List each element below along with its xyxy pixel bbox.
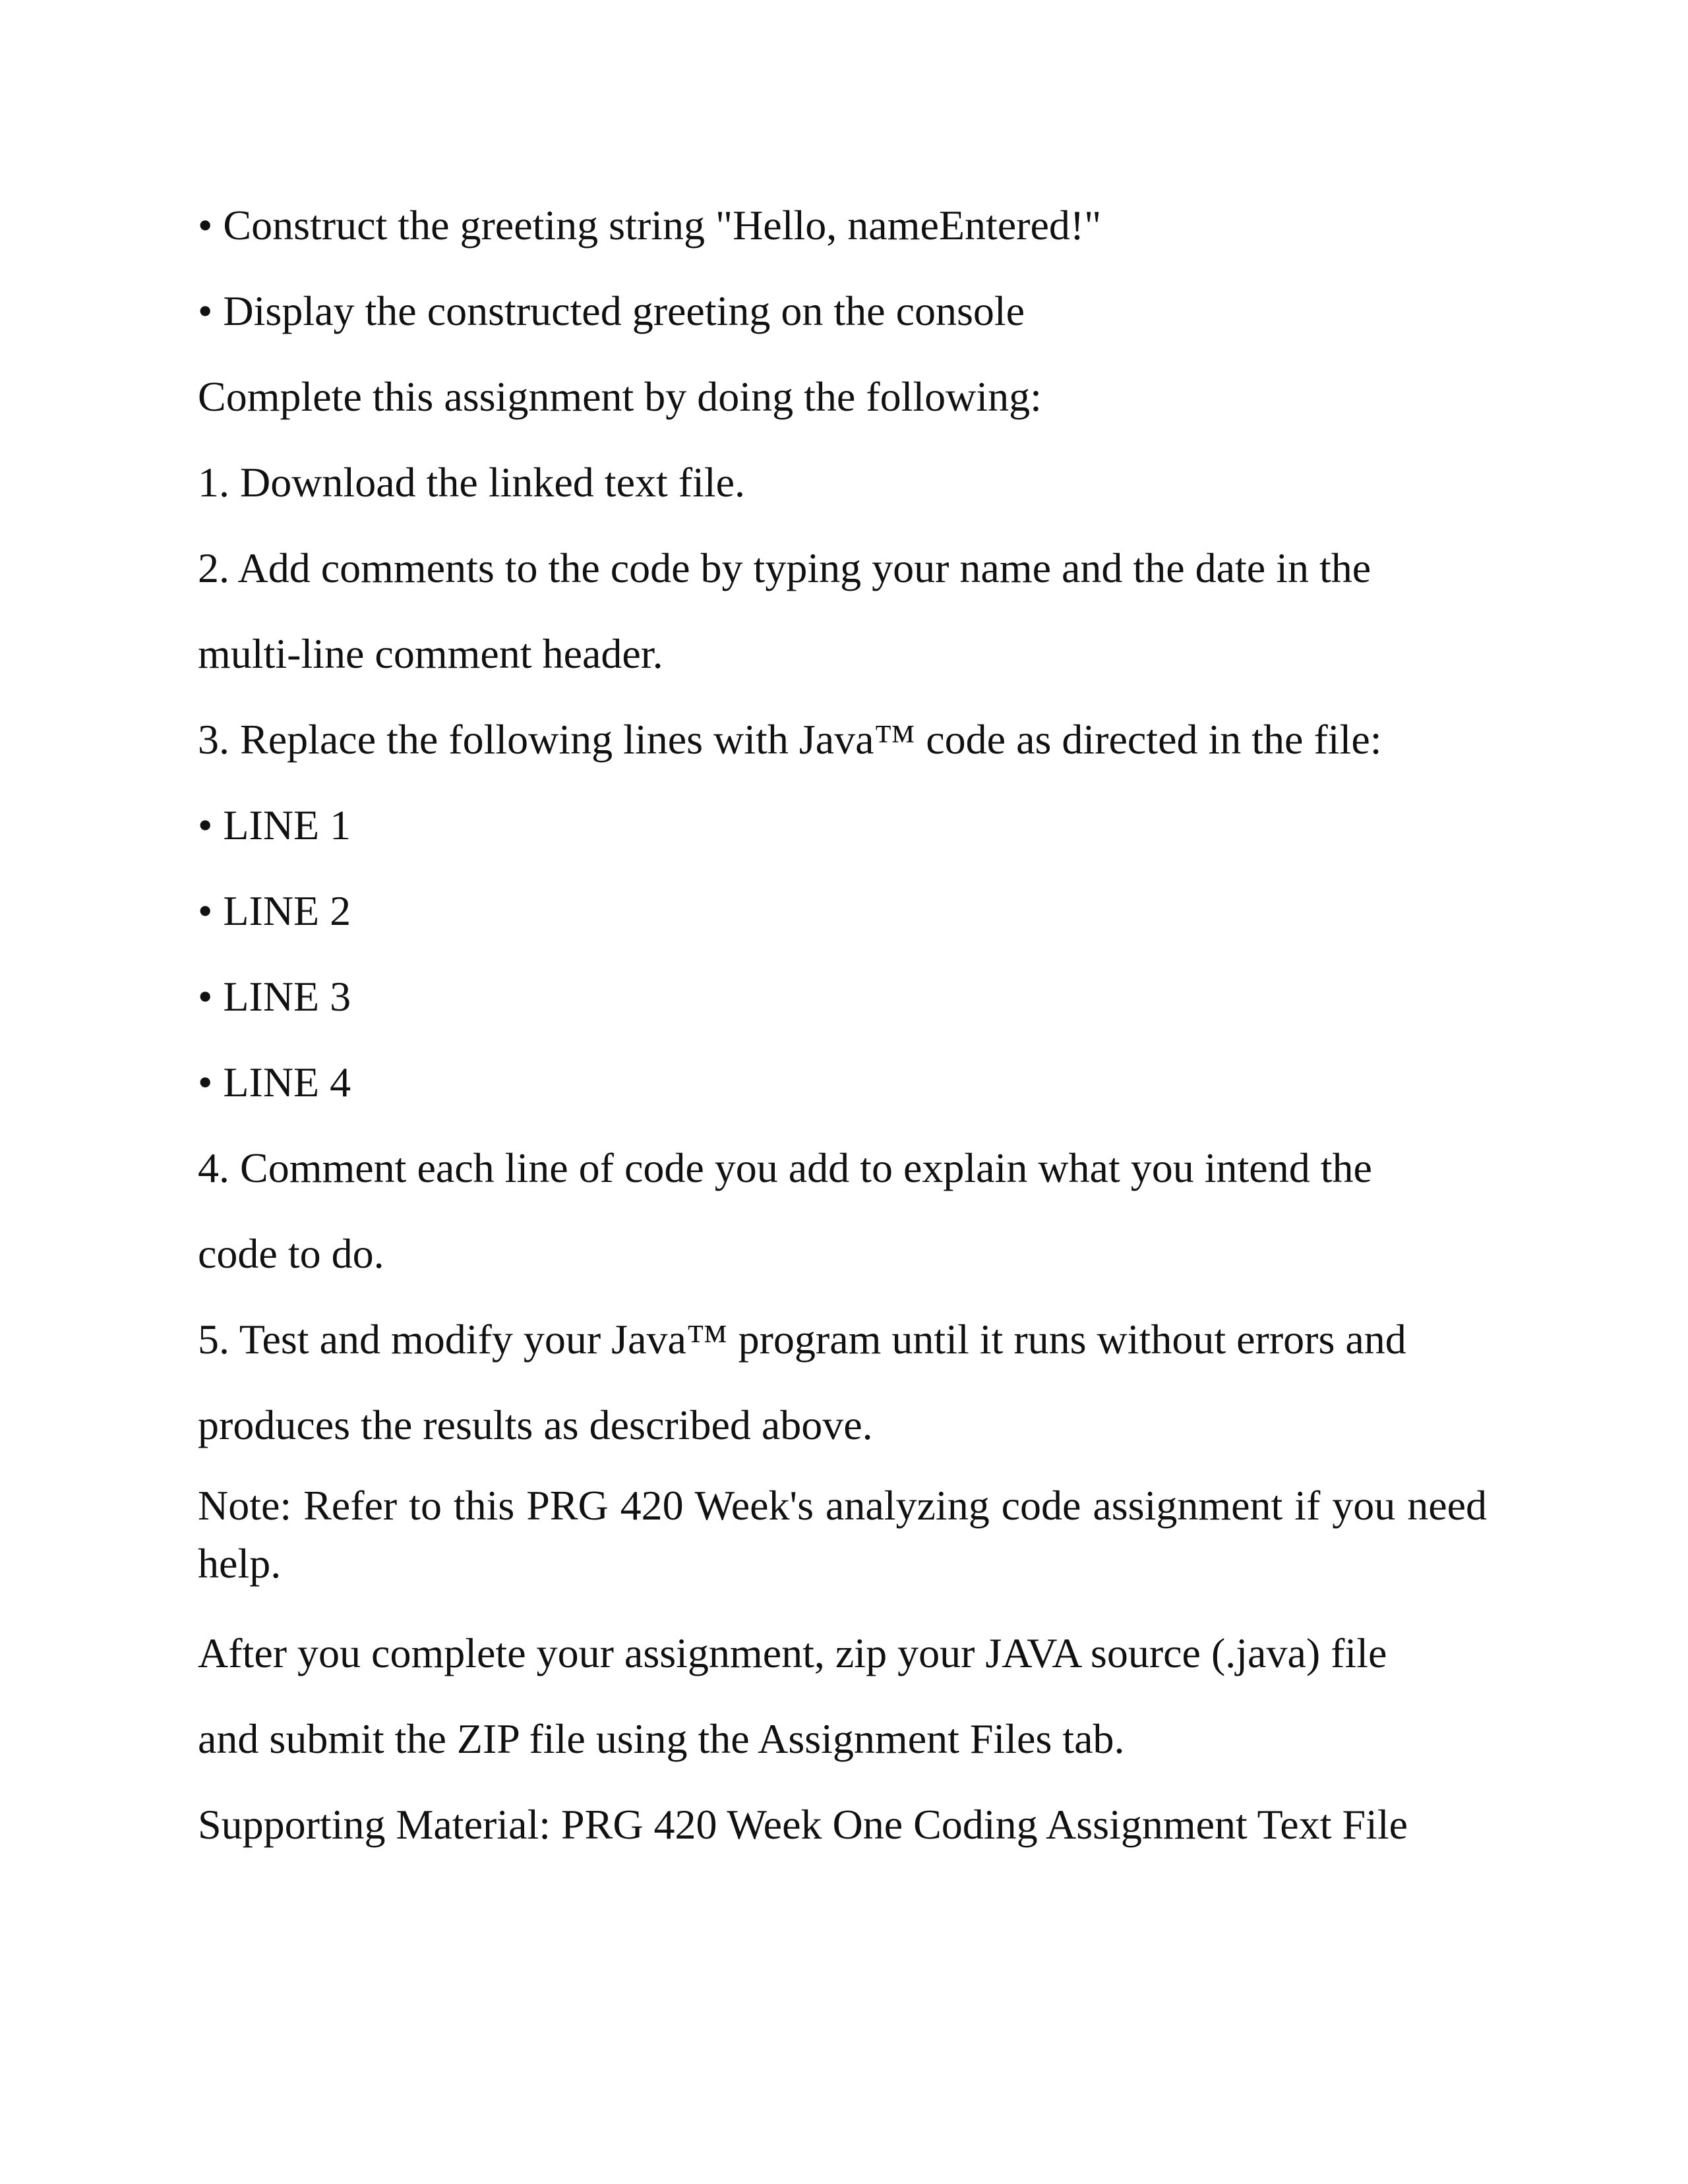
- bullet-line-4: • LINE 4: [198, 1059, 351, 1106]
- bullet-line-3: • LINE 3: [198, 973, 351, 1020]
- step-4-line-2: code to do.: [198, 1230, 384, 1277]
- supporting-material: Supporting Material: PRG 420 Week One Coding Assignment Text File: [198, 1801, 1408, 1848]
- step-2-line-1: 2. Add comments to the code by typing your name and the date in the: [198, 545, 1372, 591]
- instructions-intro: Complete this assignment by doing the following:: [198, 373, 1042, 420]
- bullet-construct-greeting: • Construct the greeting string "Hello, nameEntered!": [198, 202, 1102, 249]
- submission-line-1: After you complete your assignment, zip your JAVA source (.java) file: [198, 1630, 1387, 1676]
- bullet-display-greeting: • Display the constructed greeting on the console: [198, 287, 1025, 334]
- step-4-line-1: 4. Comment each line of code you add to explain what you intend the: [198, 1144, 1372, 1191]
- step-1: 1. Download the linked text file.: [198, 459, 746, 506]
- bullet-line-1: • LINE 1: [198, 802, 351, 848]
- step-3: 3. Replace the following lines with Java™ code as directed in the file:: [198, 716, 1382, 763]
- step-5-line-2: produces the results as described above.: [198, 1402, 873, 1448]
- note-paragraph: Note: Refer to this PRG 420 Week's analyzing code assignment if you need help.: [198, 1482, 1487, 1587]
- bullet-line-2: • LINE 2: [198, 887, 351, 934]
- submission-line-2: and submit the ZIP file using the Assignment Files tab.: [198, 1715, 1125, 1762]
- step-2-line-2: multi-line comment header.: [198, 630, 663, 677]
- step-5-line-1: 5. Test and modify your Java™ program until it runs without errors and: [198, 1316, 1406, 1363]
